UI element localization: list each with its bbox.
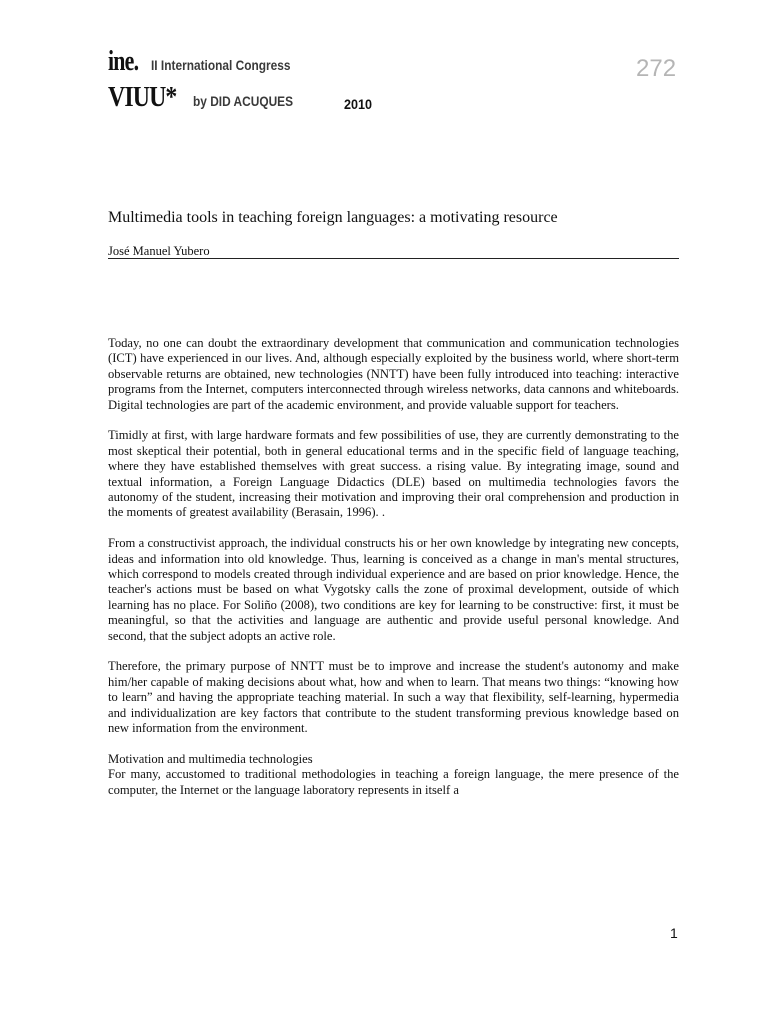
section-subheading: Motivation and multimedia technologies — [108, 751, 313, 766]
article-title: Multimedia tools in teaching foreign languages: a motivating resource — [108, 209, 558, 226]
logo-wordmark-viuu: VIUU* — [108, 82, 177, 113]
footer-page-number: 1 — [670, 925, 678, 941]
congress-name: II International Congress — [150, 57, 291, 73]
article-author: José Manuel Yubero — [108, 244, 210, 258]
congress-organizer: by DID ACUQUES — [192, 93, 293, 109]
body-paragraph: Therefore, the primary purpose of NNTT must be to improve and increase the student's autonomy and make him/her capable of making decisions about what, how and when to learn. That means two things: “knowing how to learn” and having the appropriate teaching material. In such a way that flexibility, self-learning, hypermedia and individualization are key factors that contribute to the student transforming previous knowledge based on new information from the environment. — [108, 659, 679, 736]
congress-year: 2010 — [344, 96, 373, 112]
header-page-number: 272 — [636, 55, 677, 82]
congress-logo-line2 — [108, 82, 310, 114]
body-paragraph: From a constructivist approach, the individual constructs his or her own knowledge by integrating new concepts, ideas and information into old knowledge. Thus, learning is conceived as a change in man's mental structures, which correspond to models created through individual experience and are based on prior knowledge. Hence, the teacher's actions must be based on what Vygotsky calls the zone of proximal development, outside of which learning has no place. For Soliño (2008), two conditions are key for learning to be constructive: first, it must be meaningful, so that the activities and language are authentic and provide useful personal knowledge. And second, that the subject adopts an active role. — [108, 536, 679, 643]
title-divider — [108, 258, 679, 259]
body-paragraph: Today, no one can doubt the extraordinary development that communication and communication technologies (ICT) have experienced in our lives. And, although especially exploited by the business world, where short-term observable returns are obtained, new technologies (NNTT) have been fully introduced into teaching: interactive programs from the Internet, computers interconnected through wireless networks, data cannons and whiteboards. Digital technologies are part of the academic environment, and provide valuable support for teachers. — [108, 336, 679, 412]
body-paragraph: Timidly at first, with large hardware formats and few possibilities of use, they are currently demonstrating to the most skeptical their potential, both in general educational terms and in the specific field of language teaching, where they have established themselves with great success. a rising value. By integrating image, sound and textual information, a Foreign Language Didactics (DLE) based on multimedia technologies favors the autonomy of the student, increasing their motivation and improving their oral comprehension and production in the moments of greatest availability (Berasain, 1996). . — [108, 428, 679, 520]
body-paragraph: For many, accustomed to traditional methodologies in teaching a foreign language, the mere presence of the computer, the Internet or the language laboratory represents in itself a — [108, 767, 679, 797]
logo-wordmark-ine: ine. — [108, 46, 139, 77]
congress-logo-line1 — [108, 46, 315, 78]
article-body — [108, 336, 679, 814]
